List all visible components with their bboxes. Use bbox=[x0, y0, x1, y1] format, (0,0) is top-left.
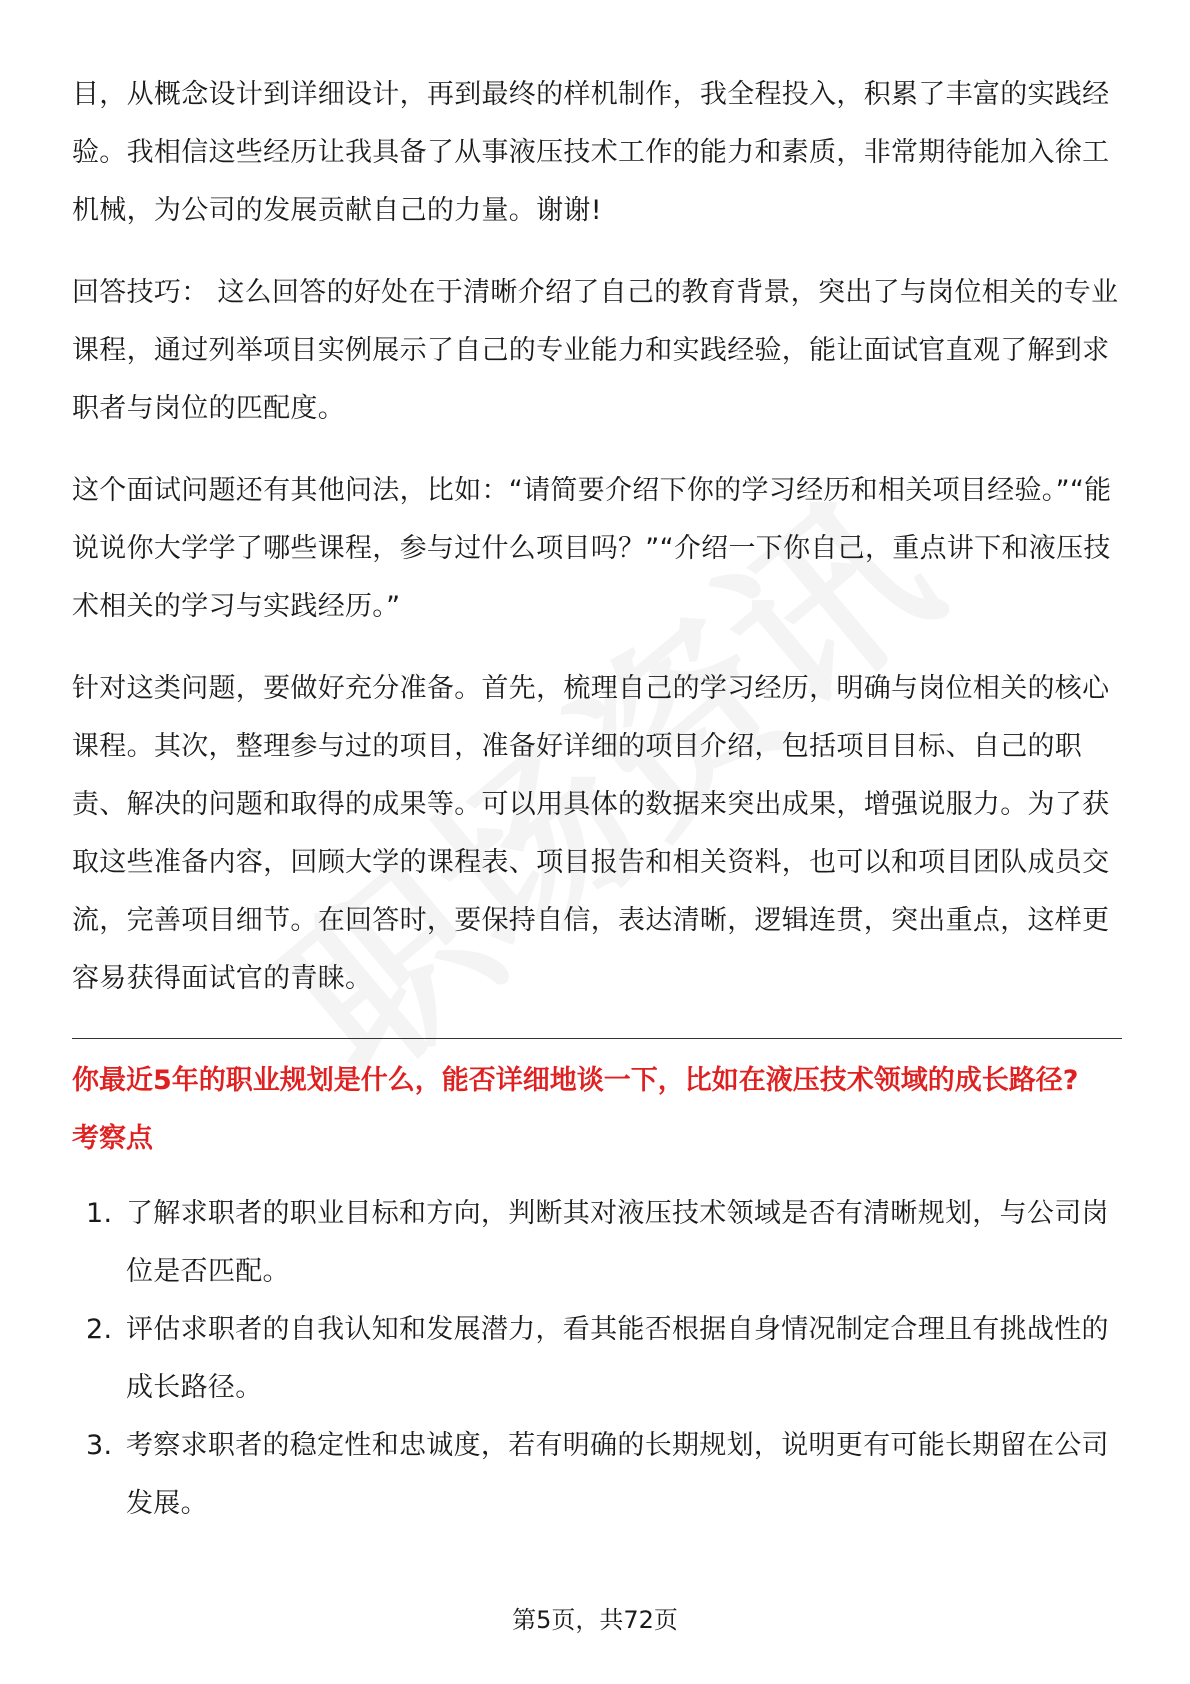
list-item-text: 考察求职者的稳定性和忠诚度，若有明确的长期规划，说明更有可能长期留在公司发展。 bbox=[126, 1430, 1109, 1519]
list-item-text: 了解求职者的职业目标和方向，判断其对液压技术领域是否有清晰规划，与公司岗位是否匹配。 bbox=[126, 1198, 1109, 1287]
list-item bbox=[72, 1417, 1122, 1533]
paragraph-preparation-advice: 针对这类问题，要做好充分准备。首先，梳理自己的学习经历，明确与岗位相关的核心课程。其次，整理参与过的项目，准备好详细的项目介绍，包括项目目标、自己的职责、解决的问题和取得的成果等。可以用具体的数据来突出成果，增强说服力。为了获取这些准备内容，回顾大学的课程表、项目报告和相关资料，也可以和项目团队成员交流，完善项目细节。在回答时，要保持自信，表达清晰，逻辑连贯，突出重点，这样更容易获得面试官的青睐。 bbox=[72, 673, 1110, 994]
paragraph-alternative-questions: 这个面试问题还有其他问法，比如：“请简要介绍下你的学习经历和相关项目经验。”“能说说你大学学了哪些课程，参与过什么项目吗？”“介绍一下你自己，重点讲下和液压技术相关的学习与实践经历。” bbox=[72, 475, 1112, 622]
list-item-number: 1. bbox=[86, 1198, 113, 1229]
assessment-points-list bbox=[72, 1185, 1122, 1533]
list-item-text: 评估求职者的自我认知和发展潜力，看其能否根据自身情况制定合理且有挑战性的成长路径。 bbox=[126, 1314, 1109, 1403]
page-content bbox=[72, 66, 1122, 1533]
page-number-footer: 第5页，共72页 bbox=[512, 1606, 678, 1634]
paragraph-answer-tips: 回答技巧： 这么回答的好处在于清晰介绍了自己的教育背景，突出了与岗位相关的专业课程，通过列举项目实例展示了自己的专业能力和实践经验，能让面试官直观了解到求职者与岗位的匹配度。 bbox=[72, 277, 1119, 424]
list-item-number: 2. bbox=[86, 1314, 113, 1345]
list-item bbox=[72, 1185, 1122, 1301]
question-heading: 你最近5年的职业规划是什么，能否详细地谈一下，比如在液压技术领域的成长路径? bbox=[72, 1065, 1079, 1096]
section-label-assessment-points: 考察点 bbox=[72, 1123, 153, 1154]
list-item bbox=[72, 1301, 1122, 1417]
paragraph-answer-end: 目，从概念设计到详细设计，再到最终的样机制作，我全程投入，积累了丰富的实践经验。我相信这些经历让我具备了从事液压技术工作的能力和素质，非常期待能加入徐工机械，为公司的发展贡献自己的力量。谢谢! bbox=[72, 79, 1110, 226]
section-divider bbox=[72, 1038, 1122, 1039]
list-item-number: 3. bbox=[86, 1430, 113, 1461]
